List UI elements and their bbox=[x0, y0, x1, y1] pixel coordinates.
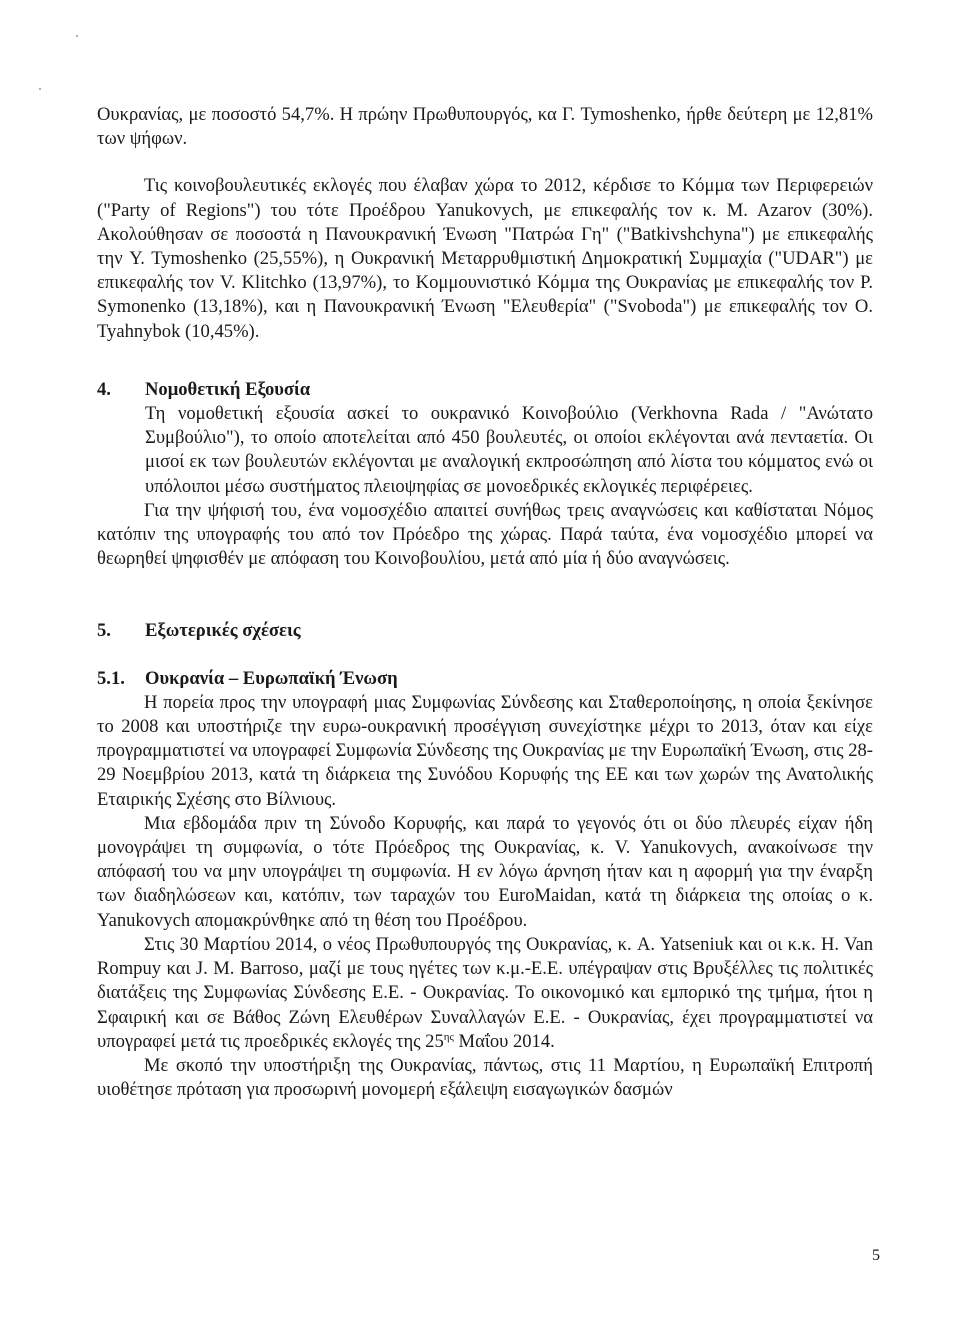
document-page bbox=[97, 103, 873, 1102]
subsection-title: Ουκρανία – Ευρωπαϊκή Ένωση bbox=[145, 667, 398, 689]
subsection-heading-ukraine-eu bbox=[97, 667, 873, 691]
subsection-number: 5.1. bbox=[97, 667, 125, 689]
section-heading-legislative-power bbox=[97, 378, 873, 402]
section-title: Νομοθετική Εξουσία bbox=[145, 378, 311, 400]
paragraph-signing bbox=[97, 933, 873, 1054]
section-title: Εξωτερικές σχέσεις bbox=[145, 620, 301, 642]
section-heading-external-relations bbox=[97, 619, 873, 643]
paragraph-signing-text-end: Μαΐου 2014. bbox=[453, 1030, 555, 1052]
paragraph-law-procedure: Για την ψήφισή του, ένα νομοσχέδιο απαιτεί συνήθως τρεις αναγνώσεις και καθίσταται Νόμος κατόπιν της υπογραφής του από τον Πρόεδρο της χώρας. Παρά ταύτα, ένα νομοσχέδιο μπορεί να θεωρηθεί ψηφισθέν με απόφαση του Κοινοβουλίου, μετά από μία ή δύο αναγνώσεις. bbox=[97, 499, 873, 570]
ordinal-superscript: ης bbox=[443, 1030, 454, 1043]
paragraph-signing-text: Στις 30 Μαρτίου 2014, ο νέος Πρωθυπουργός της Ουκρανίας, κ. A. Yatseniuk και οι κ.κ. H. Van Rompuy και J. M. Barroso, μαζί με τους ηγέτες των κ.μ.-Ε.Ε. υπέγραψαν στις Βρυξέλλες τις πολιτικές διατάξεις της Συμφωνίας Σύνδεσης Ε.Ε. - Ουκρανίας. Το οικονομικό και εμπορικό της τμήμα, ήτοι η Σφαιρική και σε Βάθος Ζώνη Ελευθέρων Συναλλαγών Ε.Ε. - Ουκρανίας, έχει προγραμματιστεί να υπογραφεί μετά τις προεδρικές εκλογές της 25 bbox=[97, 933, 873, 1052]
paragraph-trade-measures: Με σκοπό την υποστήριξη της Ουκρανίας, πάντως, στις 11 Μαρτίου, η Ευρωπαϊκή Επιτροπή υιοθέτησε πρόταση για προσωρινή μονομερή εξάλειψη εισαγωγικών δασμών bbox=[97, 1054, 873, 1101]
paragraph-association-agreement: Η πορεία προς την υπογραφή μιας Συμφωνίας Σύνδεσης και Σταθεροποίησης, η οποία ξεκίνησε το 2008 και υποστήριζε την ευρω-ουκρανική προσέγγιση συνεχίστηκε μέχρι το 2013, όταν και είχε προγραμματιστεί να υπογραφεί Συμφωνία Σύνδεσης της Ουκρανίας με την Ευρωπαϊκή Ένωση, στις 28-29 Νοεμβρίου 2013, κατά τη διάρκεια της Συνόδου Κορυφής της ΕΕ και των χωρών της Ανατολικής Εταιρικής Σχέσης στο Βίλνιους. bbox=[97, 691, 873, 810]
paragraph-parliamentary-elections: Τις κοινοβουλευτικές εκλογές που έλαβαν χώρα το 2012, κέρδισε το Κόμμα των Περιφερειών ("Party of Regions") του τότε Προέδρου Yanukovych, με επικεφαλής τον κ. M. Azarov (30%). Ακολούθησαν σε ποσοστά η Πανουκρανική Ένωση "Πατρώα Γη" ("Batkivshchyna") με επικεφαλής την Y. Tymoshenko (25,55%), η Ουκρανική Μεταρρυθμιστική Δημοκρατική Συμμαχία ("UDAR") με επικεφαλής τον V. Klitchko (13,97%), το Κομμουνιστικό Κόμμα της Ουκρανίας με επικεφαλής τον P. Symonenko (13,18%), και η Πανουκρανική Ένωση "Ελευθερία" ("Svoboda") με επικεφαλής τον O. Tyahnybok (10,45%). bbox=[97, 175, 873, 342]
paragraph-euromaidan: Μια εβδομάδα πριν τη Σύνοδο Κορυφής, και παρά το γεγονός ότι οι δύο πλευρές είχαν ήδη μονογράψει τη συμφωνία, ο τότε Πρόεδρος της Ουκρανίας, κ. V. Yanukovych, ανακοίνωσε την απόφασή του να μην υπογράψει τη συμφωνία. Η εν λόγω άρνηση ήταν και η αφορμή για την έναρξη των διαδηλώσεων και, κατόπιν, των ταραχών του EuroMaidan, κατά τη διάρκεια της οποίας ο κ. Yanukovych απομακρύνθηκε από τη θέση του Προέδρου. bbox=[97, 812, 873, 931]
page-number: 5 bbox=[872, 1247, 880, 1264]
section-number: 5. bbox=[97, 620, 111, 642]
scan-speck bbox=[39, 88, 41, 90]
paragraph-legislature: Τη νομοθετική εξουσία ασκεί το ουκρανικό Κοινοβούλιο (Verkhovna Rada / "Ανώτατο Συμβούλιο"), το οποίο αποτελείται από 450 βουλευτές, οι οποίοι εκλέγονται ανά πενταετία. Οι μισοί εκ των βουλευτών εκλέγονται με αναλογική εκπροσώπηση από λίστα του κόμματος ενώ οι υπόλοιποι μέσω συστήματος πλειοψηφίας σε μονοεδρικές εκλογικές περιφέρειες. bbox=[145, 403, 873, 497]
section-number: 4. bbox=[97, 378, 111, 400]
paragraph-election-results: Ουκρανίας, με ποσοστό 54,7%. Η πρώην Πρωθυπουργός, κα Γ. Tymoshenko, ήρθε δεύτερη με 12,81% των ψήφων. bbox=[97, 104, 873, 150]
scan-speck bbox=[76, 35, 78, 37]
